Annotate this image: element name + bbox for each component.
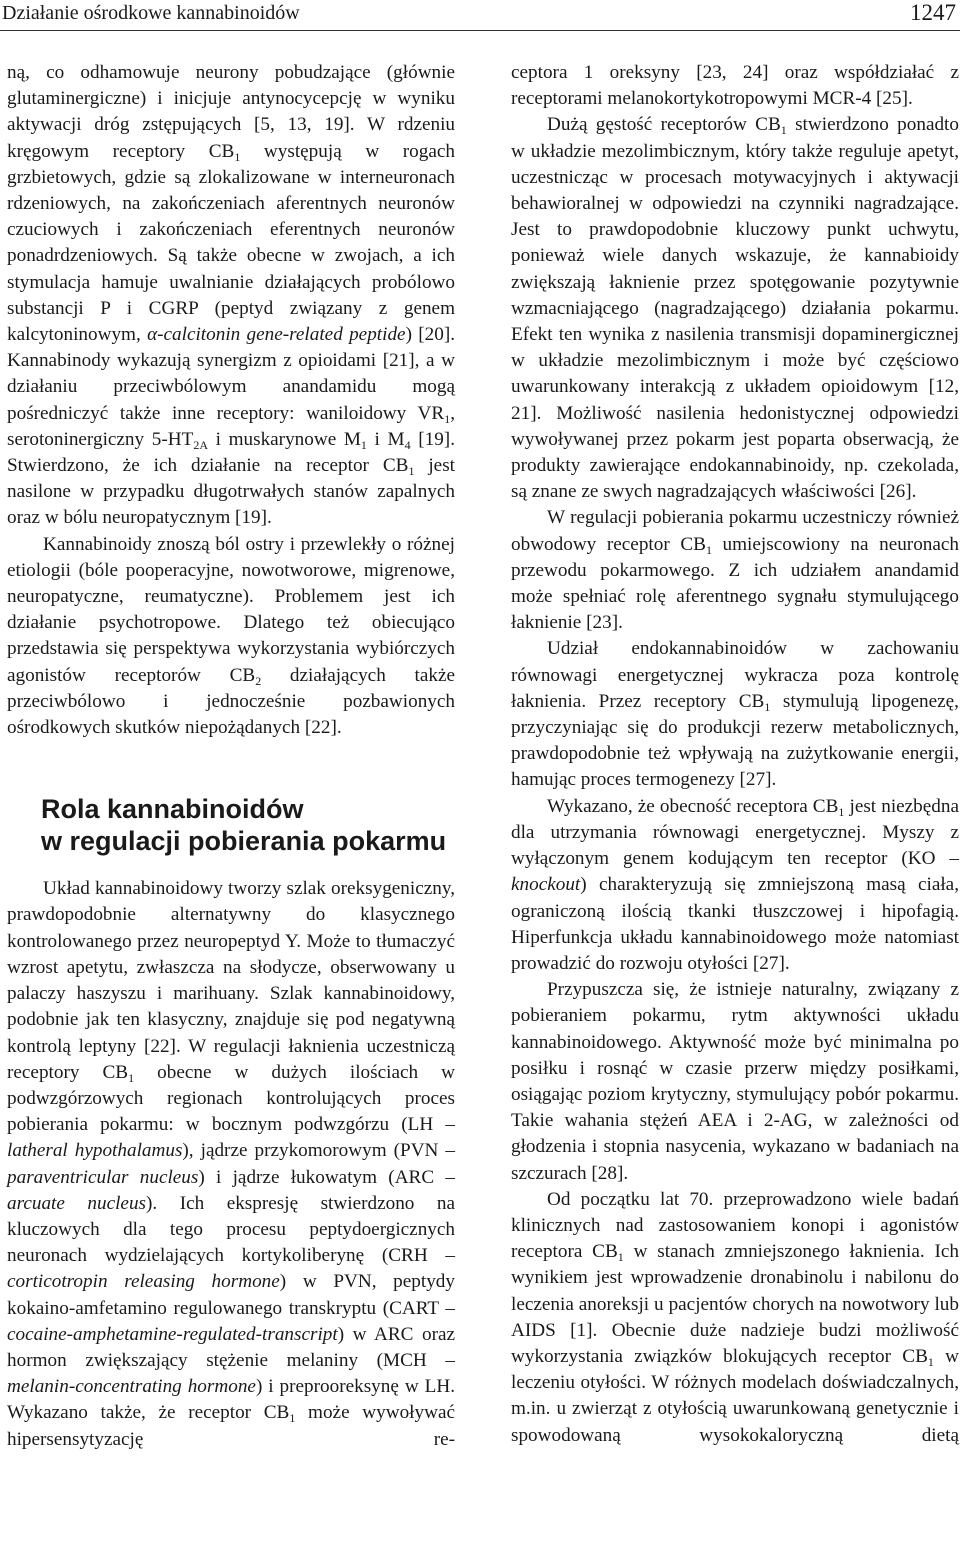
paragraph: ceptora 1 oreksyny [23, 24] oraz współdziałać z receptorami melanokortykotropowymi MCR-4 [25]. (511, 62, 959, 110)
paragraph: Wykazano, że obecność receptora $CB_1$ jest niezbędna dla utrzymania równowagi energetycznej. Myszy z wyłączonym genem kodującym ten receptor (KO – knockout) charakteryzują się zmniejszoną masą ciała, ograniczoną ilością tkanki tłuszczowej i hipofagią. Hiperfunkcja układu kannabinoidowego może natomiast prowadzić do rozwoju otyłości [27]. (511, 795, 959, 974)
section-heading-line: w regulacji pobierania pokarmu (41, 826, 447, 857)
right-column (511, 60, 959, 1449)
paragraph: Dużą gęstość receptorów $CB_1$ stwierdzono ponadto w układzie mezolimbicznym, który także reguluje apetyt, uczestnicząc w procesach motywacyjnych i aktywacji behawioralnej w odpowiedzi na czynniki nagradzające. Jest to prawdopodobnie kluczowy punkt uchwytu, ponieważ wiele danych wskazuje, że kannabioidy zwiększają łaknienie przez spotęgowanie pozytywnie wzmacniającego (nagradzającego) działania pokarmu. Efekt ten wynika z nasilenia transmisji dopaminergicznej w układzie mezolimbicznym i może być częściowo uwarunkowany interakcją z układem opioidowym [12, 21]. Możliwość nasilenia hedonistycznej odpowiedzi wywoływanej przez pokarm jest poparta obserwacją, że produkty zawierające endokannabinoidy, np. czekolada, są znane ze swych nagradzających właściwości [26]. (511, 114, 959, 503)
page-number: 1247 (910, 0, 956, 25)
left-column (7, 60, 455, 1453)
running-title: Działanie ośrodkowe kannabinoidów (2, 2, 300, 24)
section-heading-line: Rola kannabinoidów (41, 794, 304, 825)
paragraph: Udział endokannabinoidów w zachowaniu równowagi energetycznej wykracza poza kontrolę łaknienia. Przez receptory $CB_1$ stymulują lipogenezę, przyczyniając się do produkcji rezerw metabolicznych, prawdopodobnie też wpływają na zużytkowanie energii, hamując proces termogenezy [27]. (511, 638, 959, 791)
paragraph: W regulacji pobierania pokarmu uczestniczy również obwodowy receptor $CB_1$ umiejscowiony na neuronach przewodu pokarmowego. Z ich udziałem anandamid może spełniać rolę aferentnego sygnału stymulującego łaknienie [23]. (511, 507, 960, 634)
section-heading (41, 793, 455, 857)
paragraph: Od początku lat 70. przeprowadzono wiele badań klinicznych nad zastosowaniem konopi i agonistów receptora $CB_1$ w stanach zmniejszonego łaknienia. Ich wynikiem jest wprowadzenie dronabinolu i nabilonu do leczenia anoreksji u pacjentów chorych na nowotwory lub AIDS [1]. Obecnie duże nadzieje budzi możliwość wykorzystania związków blokujących receptor $CB_1$ w leczeniu otyłości. W różnych modelach doświadczalnych, m.in. u zwierząt z otyłością uwarunkowaną genetycznie i spowodowaną wysokokaloryczną dietą (511, 1188, 959, 1446)
paragraph: ną, co odhamowuje neurony pobudzające (głównie glutaminergiczne) i inicjuje antynocycepcję w wyniku aktywacji dróg zstępujących [5, 13, 19]. W rdzeniu kręgowym receptory $CB_1$ występują w rogach grzbietowych, gdzie są zlokalizowane w interneuronach rdzeniowych, na zakończeniach aferentnych neuronów czuciowych i zakończeniach eferentnych neuronów ponadrdzeniowych. Są także obecne w zwojach, a ich stymulacja hamuje uwalnianie działających probólowo substancji P i CGRP (peptyd związany z genem kalcytoninowym, α-calcitonin gene-related peptide) [20]. Kannabinody wykazują synergizm z opioidami [21], a w działaniu przeciwbólowym anandamidu mogą pośredniczyć także inne receptory: waniloidowy $VR_1$, serotoninergiczny $5-HT_{2A}$ i muskarynowe $M_1$ i $M_4$ [19]. Stwierdzono, że ich działanie na receptor $CB_1$ jest nasilone w przypadku długotrwałych stanów zapalnych oraz w bólu neuropatycznym [19]. (7, 62, 456, 529)
paragraph: Kannabinoidy znoszą ból ostry i przewlekły o różnej etiologii (bóle pooperacyjne, nowotworowe, migrenowe, neuropatyczne, reumatyczne). Problemem jest ich działanie psychotropowe. Dlatego też obiecująco przedstawia się perspektywa wykorzystania wybiórczych agonistów receptorów $CB_2$ działających także przeciwbólowo i jednocześnie pozbawionych ośrodkowych skutków niepożądanych [22]. (7, 533, 455, 739)
paragraph: Układ kannabinoidowy tworzy szlak oreksygeniczny, prawdopodobnie alternatywny do klasycznego kontrolowanego przez neuropeptyd Y. Może to tłumaczyć wzrost apetytu, zwłaszcza na słodycze, obserwowany u palaczy haszyszu i marihuany. Szlak kannabinoidowy, podobnie jak ten klasyczny, znajduje się pod negatywną kontrolą leptyny [22]. W regulacji łaknienia uczestniczą receptory $CB_1$ obecne w dużych ilościach w podwzgórzowych regionach kontrolujących proces pobierania pokarmu: w bocznym podwzgórzu (LH – latheral hypothalamus), jądrze przykomorowym (PVN – paraventricular nucleus) i jądrze łukowatym (ARC – arcuate nucleus). Ich ekspresję stwierdzono na kluczowych dla tego procesu peptydoergicznych neuronach wydzielających kortykoliberynę (CRH – corticotropin releasing hormone) w PVN, peptydy kokaino-amfetamino regulowanego transkryptu (CART – cocaine-amphetamine-regulated-transcript) w ARC oraz hormon zwiększający stężenie melaniny (MCH – melanin-concentrating hormone) i preprooreksynę w LH. Wykazano także, że receptor $CB_1$ może wywoływać hipersensytyzację re- (7, 878, 455, 1450)
running-header (0, 0, 960, 31)
paragraph: Przypuszcza się, że istnieje naturalny, związany z pobieraniem pokarmu, rytm aktywności układu kannabinoidowego. Aktywność może być minimalna po posiłku i rosnąć w czasie przerw między posiłkami, osiągając poziom krytyczny, stymulujący pobór pokarmu. Takie wahania stężeń AEA i 2-AG, w zależności od głodzenia i stopnia nasycenia, wykazano w badaniach na szczurach [28]. (511, 979, 959, 1184)
